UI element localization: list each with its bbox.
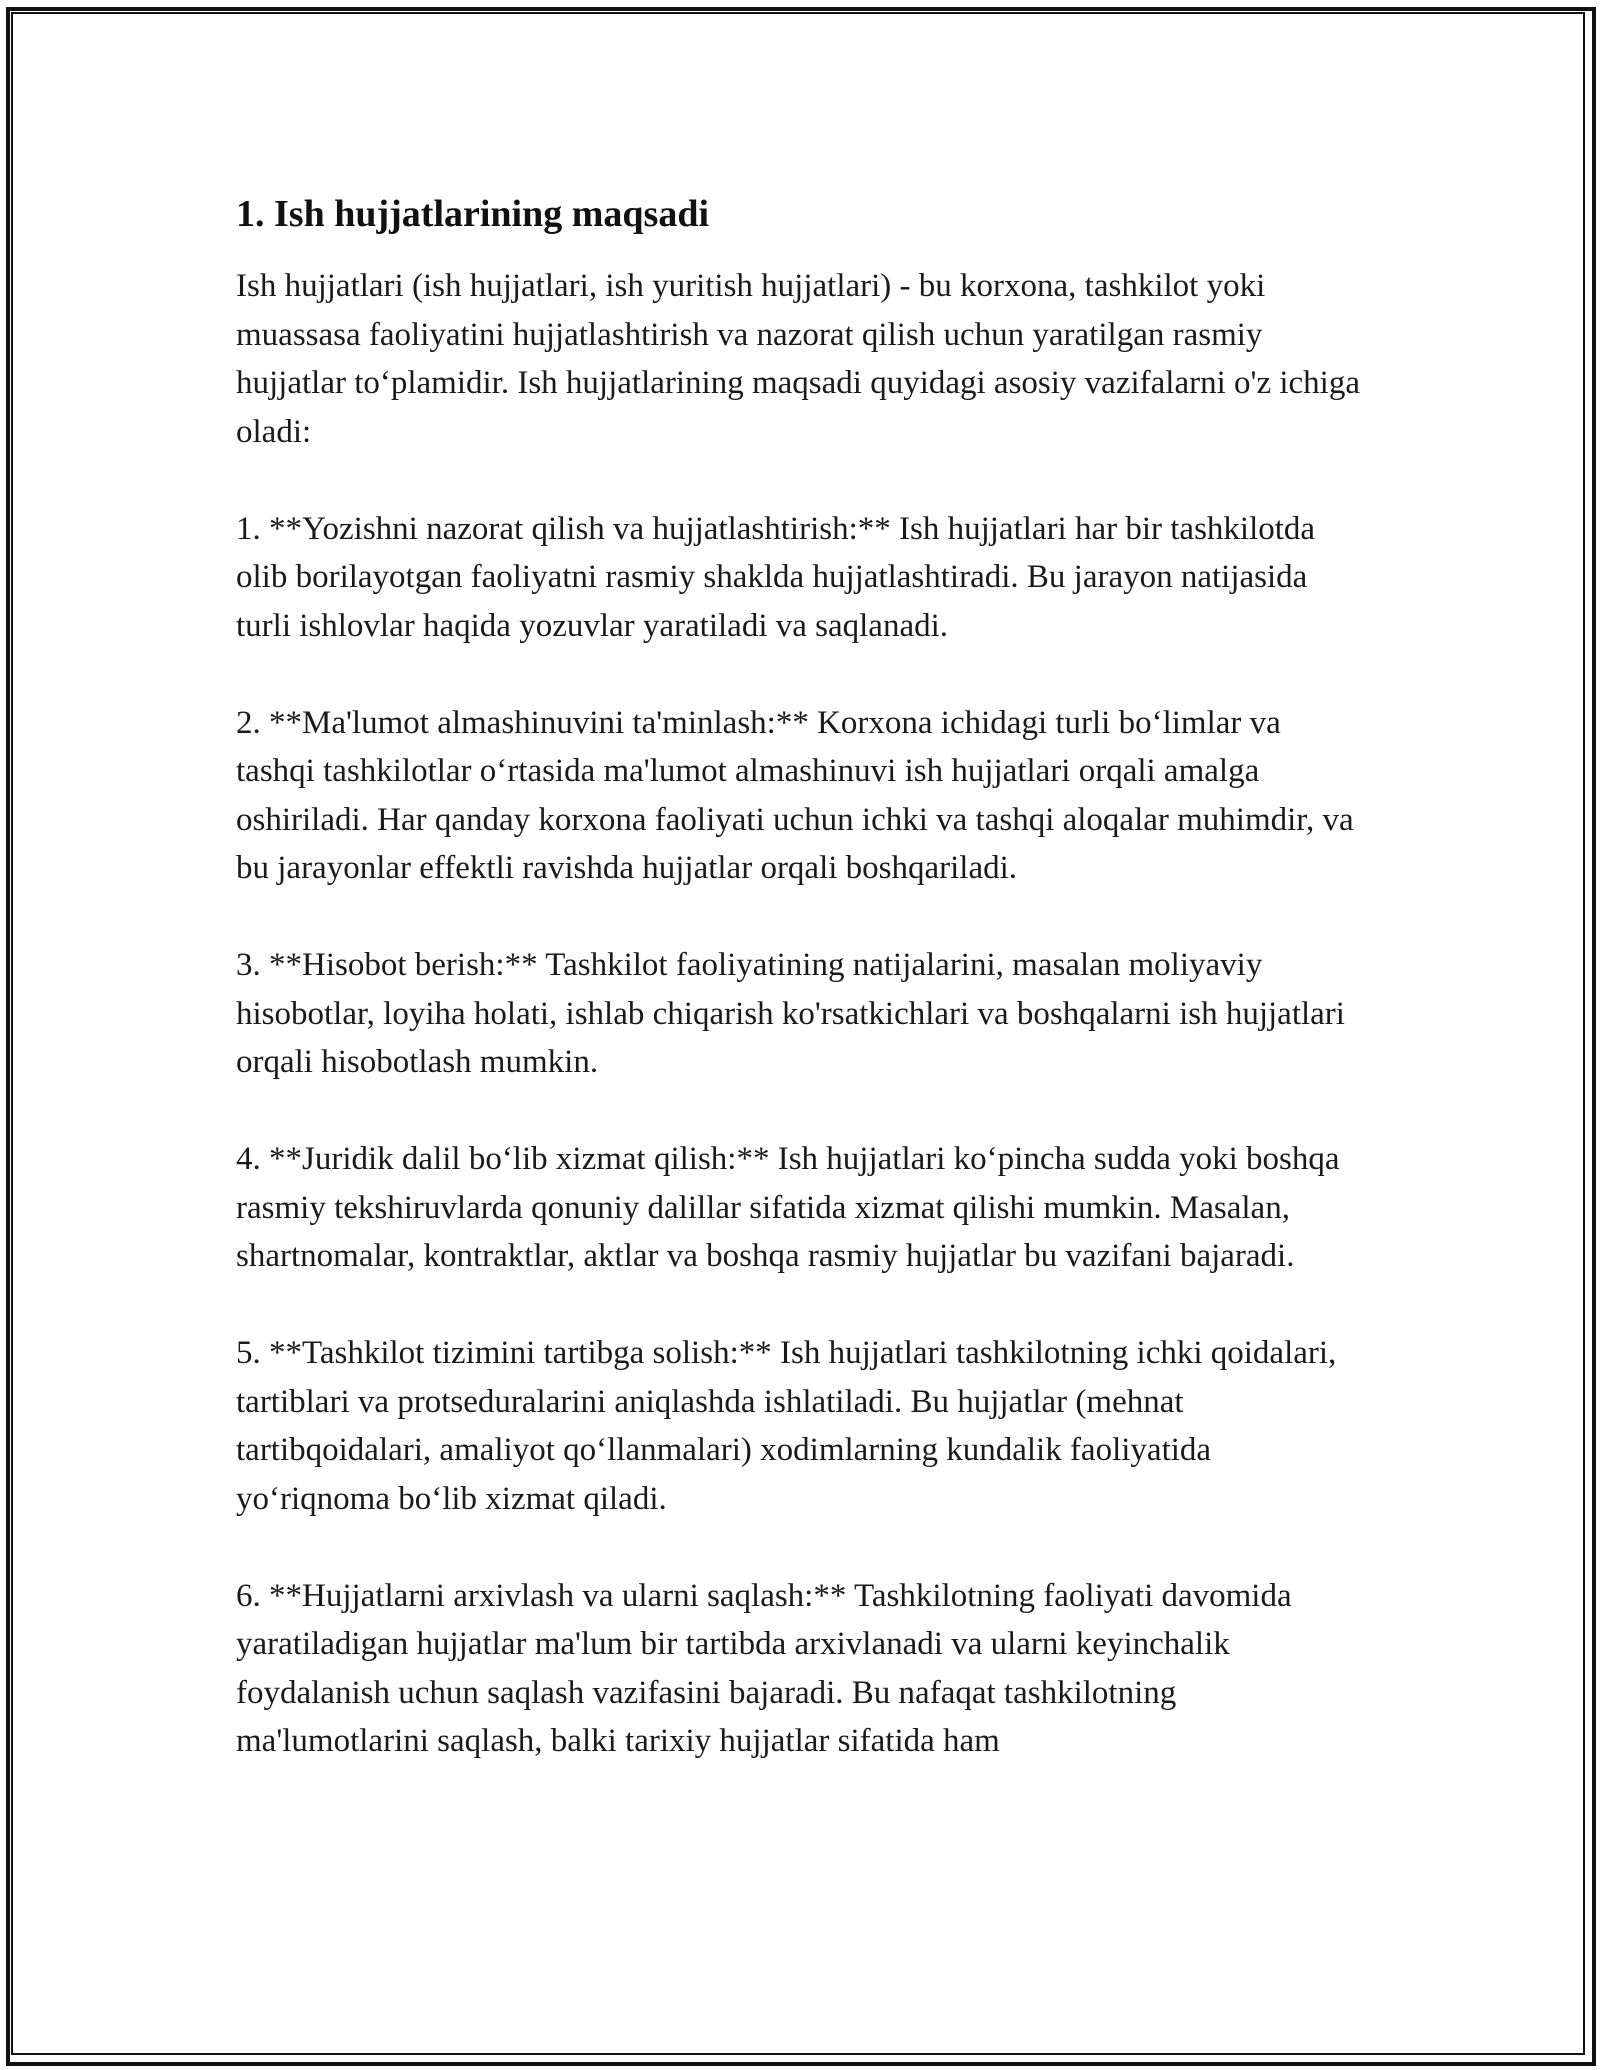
list-item-4: 4. **Juridik dalil bo‘lib xizmat qilish:** Ish hujjatlari ko‘pincha sudda yoki boshqa rasmiy tekshiruvlarda qonuniy dalillar sifatida xizmat qilishi mumkin. Masalan, shartnomalar, kontraktlar, aktlar va boshqa rasmiy hujjatlar bu vazifani bajaradi.: [236, 1141, 1340, 1274]
intro-paragraph: Ish hujjatlari (ish hujjatlari, ish yuritish hujjatlari) - bu korxona, tashkilot yoki muassasa faoliyatini hujjatlashtirish va nazorat qilish uchun yaratilgan rasmiy hujjatlar to‘plamidir. Ish hujjatlarining maqsadi quyidagi asosiy vazifalarni o'z ichiga oladi:: [236, 268, 1360, 450]
list-item-6: 6. **Hujjatlarni arxivlash va ularni saqlash:** Tashkilotning faoliyati davomida yaratiladigan hujjatlar ma'lum bir tartibda arxivlanadi va ularni keyinchalik foydalanish uchun saqlash vazifasini bajaradi. Bu nafaqat tashkilotning ma'lumotlarini saqlash, balki tarixiy hujjatlar sifatida ham: [236, 1577, 1292, 1759]
list-item-3: 3. **Hisobot berish:** Tashkilot faoliyatining natijalarini, masalan moliyaviy hisobotlar, loyiha holati, ishlab chiqarish ko'rsatkichlari va boshqalarni ish hujjatlari orqali hisobotlash mumkin.: [236, 947, 1345, 1080]
document-body: [236, 184, 1366, 1814]
section-heading: 1. Ish hujjatlarining maqsadi: [236, 193, 710, 235]
list-item-2: 2. **Ma'lumot almashinuvini ta'minlash:** Korxona ichidagi turli bo‘limlar va tashqi tashkilotlar o‘rtasida ma'lumot almashinuvi ish hujjatlari orqali amalga oshiriladi. Har qanday korxona faoliyati uchun ichki va tashqi aloqalar muhimdir, va bu jarayonlar effektli ravishda hujjatlar orqali boshqariladi.: [236, 704, 1354, 886]
list-item-1: 1. **Yozishni nazorat qilish va hujjatlashtirish:** Ish hujjatlari har bir tashkilotda olib borilayotgan faoliyatni rasmiy shaklda hujjatlashtiradi. Bu jarayon natijasida turli ishlovlar haqida yozuvlar yaratiladi va saqlanadi.: [236, 510, 1316, 644]
list-item-5: 5. **Tashkilot tizimini tartibga solish:** Ish hujjatlari tashkilotning ichki qoidalari, tartiblari va protseduralarini aniqlashda ishlatiladi. Bu hujjatlar (mehnat tartibqoidalari, amaliyot qo‘llanmalari) xodimlarning kundalik faoliyatida yo‘riqnoma bo‘lib xizmat qiladi.: [236, 1335, 1337, 1517]
